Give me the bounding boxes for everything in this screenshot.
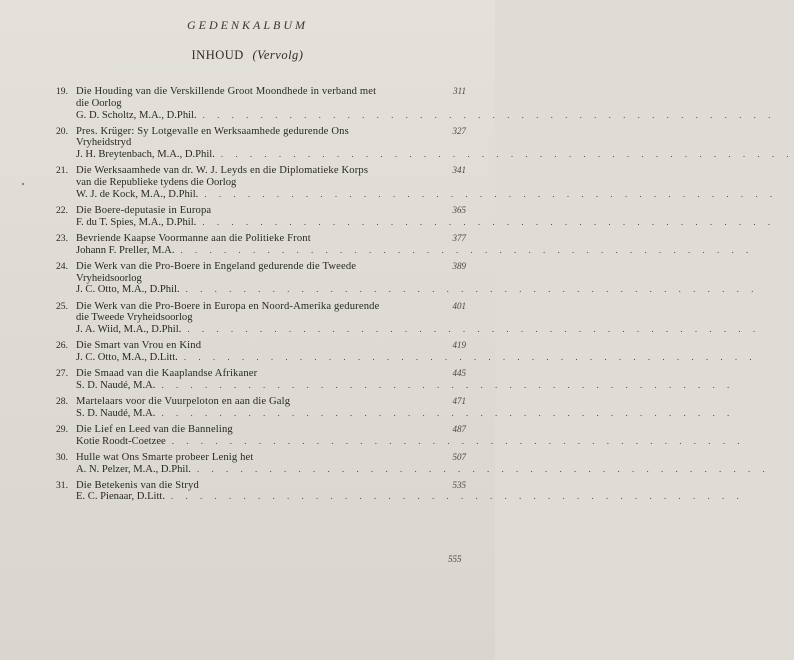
entry-page-number: 419 bbox=[452, 340, 466, 351]
entry-title-continued: die Tweede Vryheidsoorlog bbox=[76, 312, 193, 324]
toc-entry bbox=[56, 368, 735, 392]
entry-author: W. J. de Kock, M.A., D.Phil. bbox=[76, 188, 199, 200]
entry-title: Die Lief en Leed van die Banneling bbox=[76, 423, 233, 435]
entry-title: Die Werk van die Pro-Boere in Europa en Noord-Amerika gedurende bbox=[76, 300, 380, 312]
entry-number: 21. bbox=[56, 165, 68, 177]
leader-dots: . . . . . . . . . . . . . . . . . . . . . . . . . . . . . . . . . . . . . . . . bbox=[171, 491, 744, 502]
entry-author: G. D. Scholtz, M.A., D.Phil. bbox=[76, 109, 197, 121]
entry-title: Bevriende Kaapse Voormanne aan die Politieke Front bbox=[76, 232, 311, 244]
entry-title: Martelaars voor die Vuurpeloton en aan die Galg bbox=[76, 396, 291, 407]
toc-entry bbox=[56, 451, 770, 476]
entry-title: Die Houding van die Verskillende Groot Moondhede in verband met bbox=[76, 86, 377, 97]
entry-title-continued: van die Republieke tydens die Oorlog bbox=[76, 177, 237, 189]
entry-title-continued: Vryheidstryd bbox=[76, 137, 132, 149]
leader-dots: . . . . . . . . . . . . . . . . . . . . . . . . . . . . . . . . . . . . . . . . bbox=[180, 244, 754, 255]
entry-author: J. H. Breytenbach, M.A., D.Phil. bbox=[76, 149, 215, 161]
entry-page-number: 377 bbox=[452, 232, 466, 243]
running-head: GEDENKALBUM bbox=[187, 18, 308, 32]
entry-author: Johann F. Preller, M.A. bbox=[76, 244, 175, 256]
entry-author: A. N. Pelzer, M.A., D.Phil. bbox=[76, 463, 191, 475]
end-page-number: 555 bbox=[448, 554, 462, 564]
section-subtitle: (Vervolg) bbox=[252, 48, 304, 62]
leader-dots: . . . . . . . . . . . . . . . . . . . . . . . . . . . . . . . . . . . . . . . . bbox=[204, 188, 778, 199]
entry-number: 19. bbox=[56, 86, 68, 97]
leader-dots: . . . . . . . . . . . . . . . . . . . . . . . . . . . . . . . . . . . . . . . . bbox=[161, 379, 735, 390]
entry-page-number: 535 bbox=[452, 479, 466, 490]
entry-page-number: 341 bbox=[452, 165, 466, 176]
toc-entry bbox=[56, 300, 761, 336]
leader-dots: . . . . . . . . . . . . . . . . . . . . . . . . . . . . . . . . . . . . . . . . bbox=[183, 352, 757, 363]
leader-dots: . . . . . . . . . . . . . . . . . . . . . . . . . . . . . . . . . . . . . . . . bbox=[202, 216, 776, 227]
entry-number: 27. bbox=[56, 368, 68, 380]
toc-entry bbox=[56, 479, 744, 504]
toc-entry bbox=[56, 340, 757, 364]
entry-page-number: 401 bbox=[452, 300, 466, 311]
entry-number: 25. bbox=[56, 300, 68, 312]
entry-page-number: 389 bbox=[452, 260, 466, 271]
entry-page-number: 311 bbox=[453, 86, 466, 96]
toc-entry bbox=[56, 260, 759, 296]
entry-page-number: 365 bbox=[452, 205, 466, 216]
entry-page-number: 487 bbox=[452, 423, 466, 434]
entry-number: 30. bbox=[56, 451, 68, 463]
entry-title: Die Betekenis van die Stryd bbox=[76, 479, 199, 491]
entry-author: J. C. Otto, M.A., D.Phil. bbox=[76, 284, 180, 296]
entry-author: Kotie Roodt-Coetzee bbox=[76, 435, 166, 447]
entry-author: J. A. Wiid, M.A., D.Phil. bbox=[76, 324, 182, 336]
entry-number: 24. bbox=[56, 260, 68, 272]
entry-number: 23. bbox=[56, 232, 68, 244]
page-speck bbox=[22, 183, 24, 185]
entry-title: Die Werk van die Pro-Boere in Engeland gedurende die Tweede bbox=[76, 260, 357, 272]
entry-number: 22. bbox=[56, 205, 68, 217]
entry-author: J. C. Otto, M.A., D.Litt. bbox=[76, 352, 178, 364]
entry-author: S. D. Naudé, M.A. bbox=[76, 379, 156, 391]
entry-title-continued: Vryheidsoorlog bbox=[76, 272, 142, 284]
toc-entry bbox=[56, 205, 776, 229]
leader-dots: . . . . . . . . . . . . . . . . . . . . . . . . . . . . . . . . . . . . . . . . bbox=[196, 463, 770, 474]
entry-author: S. D. Naudé, M.A. bbox=[76, 407, 156, 419]
toc-entry bbox=[56, 125, 794, 161]
section-title bbox=[0, 48, 495, 63]
leader-dots: . . . . . . . . . . . . . . . . . . . . . . . . . . . . . . . . . . . . . . . . bbox=[185, 284, 759, 295]
entry-author: F. du T. Spies, M.A., D.Phil. bbox=[76, 216, 197, 228]
entry-page-number: 471 bbox=[452, 396, 466, 406]
leader-dots: . . . . . . . . . . . . . . . . . . . . . . . . . . . . . . . . . . . . . . . . bbox=[187, 324, 761, 335]
entry-title: Hulle wat Ons Smarte probeer Lenig het bbox=[76, 451, 254, 463]
toc-entry bbox=[56, 396, 735, 420]
entry-number: 31. bbox=[56, 479, 68, 491]
entry-title: Die Smart van Vrou en Kind bbox=[76, 340, 202, 352]
leader-dots: . . . . . . . . . . . . . . . . . . . . . . . . . . . . . . . . . . . . . . . . bbox=[161, 407, 735, 418]
entry-title: Die Boere-deputasie in Europa bbox=[76, 205, 212, 217]
entry-title: Die Werksaamhede van dr. W. J. Leyds en die Diplomatieke Korps bbox=[76, 165, 369, 177]
entry-page-number: 507 bbox=[452, 451, 466, 462]
entry-number: 29. bbox=[56, 423, 68, 435]
table-of-contents bbox=[56, 86, 794, 508]
section-title-text: INHOUD bbox=[191, 48, 244, 62]
entry-number: 28. bbox=[56, 396, 68, 407]
entry-page-number: 327 bbox=[452, 125, 466, 136]
entry-title-continued: die Oorlog bbox=[76, 97, 122, 109]
toc-entry bbox=[56, 165, 778, 200]
entry-number: 26. bbox=[56, 340, 68, 352]
toc-entry bbox=[56, 423, 745, 448]
leader-dots: . . . . . . . . . . . . . . . . . . . . . . . . . . . . . . . . . . . . . . . . bbox=[171, 435, 745, 446]
entry-page-number: 445 bbox=[452, 368, 466, 379]
leader-dots: . . . . . . . . . . . . . . . . . . . . . . . . . . . . . . . . . . . . . . . . bbox=[220, 149, 794, 160]
entry-title: Die Smaad van die Kaaplandse Afrikaner bbox=[76, 368, 258, 380]
toc-entry bbox=[56, 86, 776, 121]
entry-title: Pres. Krüger: Sy Lotgevalle en Werksaamhede gedurende Ons bbox=[76, 125, 349, 137]
toc-entry bbox=[56, 232, 754, 257]
leader-dots: . . . . . . . . . . . . . . . . . . . . . . . . . . . . . . . . . . . . . . . . bbox=[202, 109, 776, 120]
entry-author: E. C. Pienaar, D.Litt. bbox=[76, 491, 166, 503]
entry-number: 20. bbox=[56, 125, 68, 137]
